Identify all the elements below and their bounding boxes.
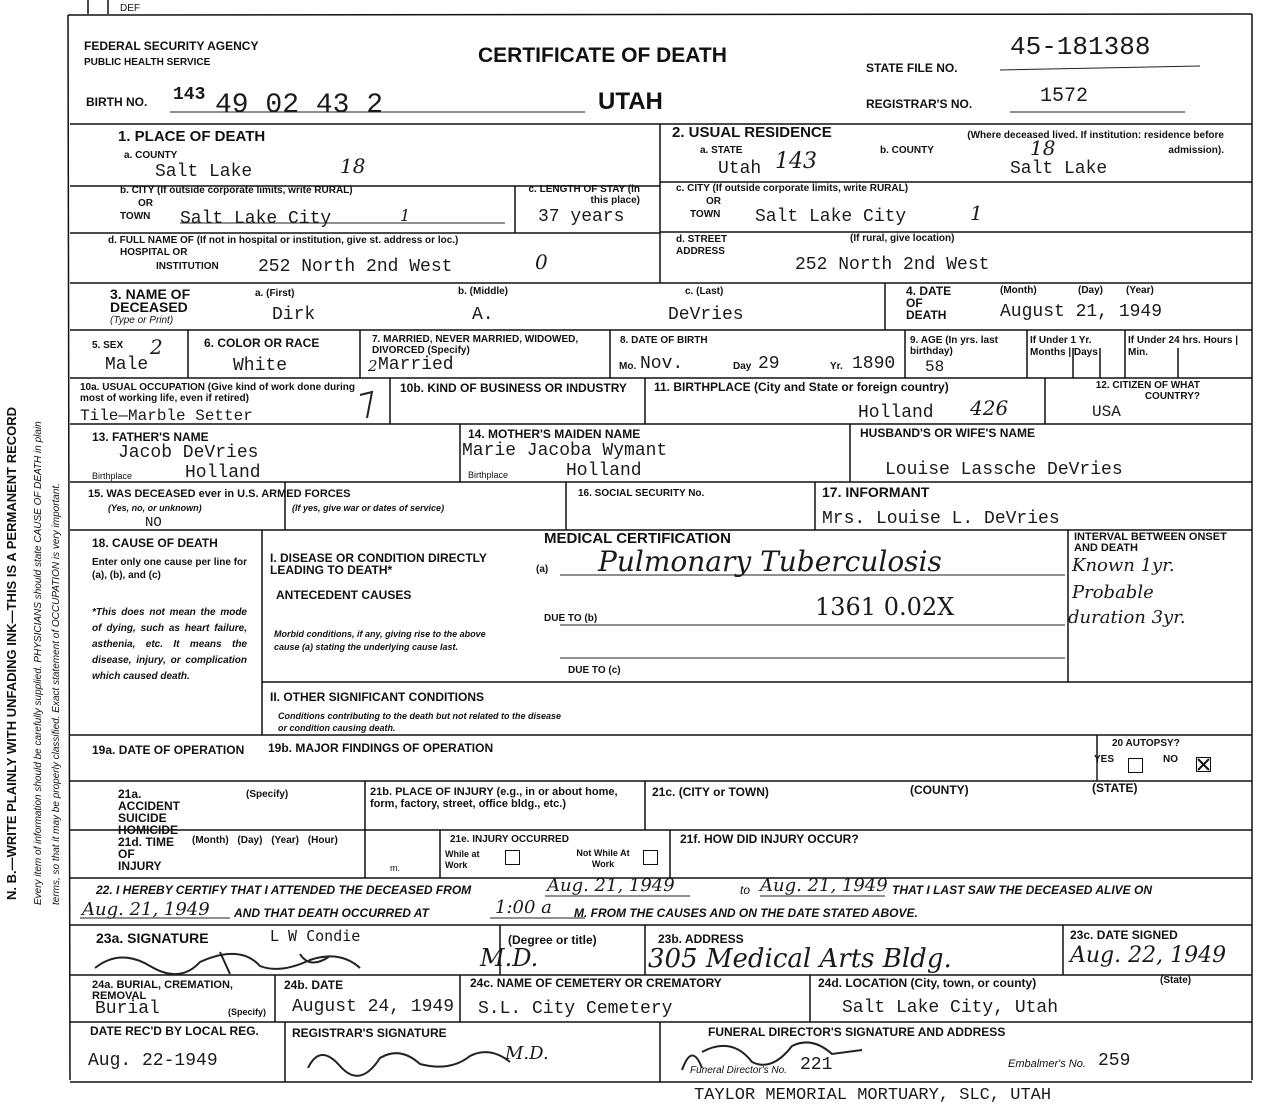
res-county: Salt Lake xyxy=(1010,159,1108,179)
disease-label: I. DISEASE OR CONDITION DIRECTLY LEADING TO DEATH* xyxy=(270,551,487,577)
embalmer-no-label: Embalmer's No. xyxy=(1008,1058,1086,1070)
state-file-number: 45-181388 xyxy=(1010,32,1151,62)
burial-label: 24a. BURIAL, CREMATION, REMOVAL xyxy=(92,979,233,1002)
father-name: Jacob DeVries xyxy=(118,443,259,463)
last-seen-date: Aug. 21, 1949 xyxy=(82,899,210,920)
date-signed: Aug. 22, 1949 xyxy=(1070,943,1227,968)
top-stub-label: DEF xyxy=(120,3,140,14)
hospital-label-3: INSTITUTION xyxy=(156,261,219,272)
burial-date-label: 24b. DATE xyxy=(284,978,344,992)
pod-county-code: 18 xyxy=(340,154,366,178)
sex-label: 5. SEX xyxy=(92,340,124,351)
birth-no-prefix: 143 xyxy=(173,85,206,105)
funeral-director-no: 221 xyxy=(800,1055,833,1075)
birthplace-value: Holland xyxy=(858,403,934,423)
res-county-label: b. COUNTY xyxy=(880,145,934,156)
certify-text-2: THAT I LAST SAW THE DECEASED ALIVE ON xyxy=(892,883,1153,897)
degree-label: (Degree or title) xyxy=(508,933,597,947)
how-injury-label: 21f. HOW DID INJURY OCCUR? xyxy=(680,832,859,846)
spouse-label: HUSBAND'S OR WIFE'S NAME xyxy=(860,426,1036,440)
first-name: Dirk xyxy=(272,305,316,325)
autopsy-no-label: NO xyxy=(1163,754,1178,765)
cause-b-value: 1361 0.02X xyxy=(815,593,955,621)
other-conditions-note: Conditions contributing to the death but not related to the disease or condition causing death. xyxy=(278,711,561,733)
pod-city: Salt Lake City xyxy=(180,209,332,229)
residence-label: 2. USUAL RESIDENCE xyxy=(672,124,832,141)
not-while-at-work-label: Not While At Work xyxy=(576,848,630,869)
injury-occurred-label: 21e. INJURY OCCURRED xyxy=(450,834,569,845)
registrar-degree: M.D. xyxy=(505,1043,549,1064)
birthplace-label: 11. BIRTHPLACE (City and State or foreign country) xyxy=(654,380,949,394)
armed-forces-value: NO xyxy=(145,515,162,531)
mother-birthplace-label: Birthplace xyxy=(468,470,509,480)
pod-city-label: b. CITY (If outside corporate limits, write RURAL) xyxy=(120,185,353,196)
margin-main-note: N. B.—WRITE PLAINLY WITH UNFADING INK—THIS IS A PERMANENT RECORD xyxy=(4,406,19,900)
dob-label: 8. DATE OF BIRTH xyxy=(620,335,708,346)
burial-value: Burial xyxy=(95,999,160,1019)
birthplace-code: 426 xyxy=(970,396,1009,420)
injury-state-label: (STATE) xyxy=(1092,781,1138,795)
age-label: 9. AGE (In yrs. last birthday) xyxy=(910,335,998,357)
accident-label: 21a. ACCIDENT SUICIDE HOMICIDE xyxy=(118,787,180,837)
name-label: 3. NAME OF DECEASED xyxy=(110,286,191,315)
date-of-death-label: 4. DATE OF DEATH xyxy=(906,284,952,322)
accident-specify-label: (Specify) xyxy=(246,789,289,800)
cause-of-death-label: 18. CAUSE OF DEATH xyxy=(92,536,218,550)
cemetery-value: S.L. City Cemetery xyxy=(478,999,673,1019)
physician-signature xyxy=(90,940,430,980)
dob-day: 29 xyxy=(758,354,780,374)
interval-line-3: duration 3yr. xyxy=(1068,607,1186,628)
informant-label: 17. INFORMANT xyxy=(822,484,930,500)
autopsy-no-checkbox[interactable] xyxy=(1196,757,1211,772)
spouse-name: Louise Lassche DeVries xyxy=(885,460,1123,480)
pod-town-label: TOWN xyxy=(120,211,151,222)
pod-county-label: a. COUNTY xyxy=(124,150,178,161)
first-name-label: a. (First) xyxy=(255,288,295,299)
middle-name-label: b. (Middle) xyxy=(458,286,508,297)
morbid-note: Morbid conditions, if any, giving rise to the above cause (a) stating the underlying cause last. xyxy=(274,629,486,652)
dob-year: 1890 xyxy=(852,354,896,374)
middle-name: A. xyxy=(472,305,494,325)
marital-code: 2 xyxy=(368,357,378,375)
res-state: Utah xyxy=(718,159,762,179)
address-label: 23b. ADDRESS xyxy=(658,932,744,946)
occupation-value: Tile—Marble Setter xyxy=(80,407,253,425)
degree-value: M.D. xyxy=(480,944,539,972)
interval-label: INTERVAL BETWEEN ONSET AND DEATH xyxy=(1074,531,1227,554)
sex-code: 2 xyxy=(150,335,163,359)
time-m-label: m. xyxy=(390,863,400,873)
res-city: Salt Lake City xyxy=(755,207,907,227)
last-name-label: c. (Last) xyxy=(685,286,724,297)
attended-to: Aug. 21, 1949 xyxy=(760,875,888,896)
res-city-code: 1 xyxy=(970,201,983,225)
mother-label: 14. MOTHER'S MAIDEN NAME xyxy=(468,427,641,441)
not-while-at-work-checkbox[interactable] xyxy=(643,850,658,865)
occupation-label: 10a. USUAL OCCUPATION (Give kind of work done during most of working life, even if retired) xyxy=(80,382,356,404)
agency-name: FEDERAL SECURITY AGENCY xyxy=(84,39,259,53)
under-24-hrs-label: If Under 24 hrs. Hours | Min. xyxy=(1128,335,1239,358)
interval-line-2: Probable xyxy=(1072,582,1154,603)
registrar-signature-label: REGISTRAR'S SIGNATURE xyxy=(292,1026,447,1040)
cemetery-label: 24c. NAME OF CEMETERY OR CREMATORY xyxy=(470,976,722,990)
armed-forces-label: 15. WAS DECEASED ever in U.S. ARMED FORCES xyxy=(88,488,351,500)
social-security-label: 16. SOCIAL SECURITY No. xyxy=(578,488,705,499)
stay-label: c. LENGTH OF STAY (in this place) xyxy=(528,184,640,206)
cause-a-value: Pulmonary Tuberculosis xyxy=(598,545,942,578)
birth-no-label: BIRTH NO. xyxy=(86,95,148,109)
other-conditions-label: II. OTHER SIGNIFICANT CONDITIONS xyxy=(270,690,485,704)
res-county-code: 18 xyxy=(1030,136,1056,160)
due-to-b-label: DUE TO (b) xyxy=(544,613,598,624)
physician-address: 305 Medical Arts Bldg. xyxy=(648,944,952,974)
service-name: PUBLIC HEALTH SERVICE xyxy=(84,57,211,68)
interval-line-1: Known 1yr. xyxy=(1072,555,1175,576)
autopsy-yes-label: YES xyxy=(1094,754,1115,765)
time-of-injury-label: 21d. TIME OF INJURY xyxy=(118,835,175,873)
operation-findings-label: 19b. MAJOR FINDINGS OF OPERATION xyxy=(268,741,494,755)
dob-month-label: Mo. xyxy=(619,361,637,372)
place-of-injury-label: 21b. PLACE OF INJURY (e.g., in or about home, form, factory, street, office bldg., etc.) xyxy=(370,786,618,810)
father-birthplace: Holland xyxy=(185,463,261,483)
res-street-label: d. STREET ADDRESS xyxy=(676,234,728,257)
date-received: Aug. 22-1949 xyxy=(88,1051,218,1071)
burial-specify-label: (Specify) xyxy=(228,1007,267,1017)
dod-month-label: (Month) xyxy=(1000,285,1037,296)
pod-city-code: 1 xyxy=(400,206,411,225)
last-name: DeVries xyxy=(668,305,744,325)
antecedent-label: ANTECEDENT CAUSES xyxy=(276,588,412,602)
registrar-no-label: REGISTRAR'S NO. xyxy=(866,97,973,111)
sex-value: Male xyxy=(105,355,149,375)
name-sub-label: (Type or Print) xyxy=(110,315,174,326)
injury-city-label: 21c. (CITY or TOWN) xyxy=(652,785,769,799)
autopsy-label: 20 AUTOPSY? xyxy=(1112,738,1180,749)
check-x-icon xyxy=(1197,758,1210,771)
citizen-value: USA xyxy=(1092,403,1121,421)
burial-location: Salt Lake City, Utah xyxy=(842,998,1059,1018)
death-time: 1:00 a xyxy=(495,897,552,918)
res-state-code: 143 xyxy=(775,149,817,174)
res-street: 252 North 2nd West xyxy=(795,255,990,275)
dob-day-label: Day xyxy=(733,361,752,372)
funeral-director-label: FUNERAL DIRECTOR'S SIGNATURE AND ADDRESS xyxy=(708,1025,1006,1039)
marital-value: Married xyxy=(378,355,454,375)
race-label: 6. COLOR OR RACE xyxy=(204,336,320,350)
res-state-label: a. STATE xyxy=(700,145,743,156)
time-cols-label: (Month) (Day) (Year) (Hour) xyxy=(192,835,338,846)
race-value: White xyxy=(233,356,288,376)
attended-from: Aug. 21, 1949 xyxy=(547,875,675,896)
while-at-work-checkbox[interactable] xyxy=(505,850,520,865)
injury-county-label: (COUNTY) xyxy=(910,783,969,797)
cause-footnote: *This does not mean the mode of dying, such as heart failure, asthenia, etc. It means the disease, injury, or complication which caused death. xyxy=(92,607,247,682)
armed-forces-sub-2: (If yes, give war or dates of service) xyxy=(292,503,445,513)
dod-year-label: (Year) xyxy=(1126,285,1154,296)
father-birthplace-label: Birthplace xyxy=(92,471,133,481)
mother-name: Marie Jacoba Wymant xyxy=(462,441,668,461)
cause-a-label: (a) xyxy=(536,564,549,575)
pod-address-code: 0 xyxy=(535,250,548,274)
while-at-work-label: While at Work xyxy=(445,849,480,870)
signature-printed: L W Condie xyxy=(270,927,361,945)
res-city-label: c. CITY (If outside corporate limits, write RURAL) xyxy=(676,183,909,194)
margin-instruction-1: Every item of information should be carefully supplied. PHYSICIANS should state CAUSE OF DEATH in plain xyxy=(33,421,44,905)
hospital-label-2: HOSPITAL OR xyxy=(120,247,188,258)
res-town-label: TOWN xyxy=(690,209,721,220)
mortuary-name: TAYLOR MEMORIAL MORTUARY, SLC, UTAH xyxy=(694,1086,1052,1105)
stay-value: 37 years xyxy=(538,207,625,227)
hospital-label: d. FULL NAME OF (If not in hospital or institution, give st. address or loc.) xyxy=(108,235,459,246)
attended-to-label: to xyxy=(740,883,751,897)
under-1-year-label: If Under 1 Yr. Months | Days xyxy=(1030,335,1098,358)
informant-value: Mrs. Louise L. DeVries xyxy=(822,509,1060,529)
mother-birthplace: Holland xyxy=(566,461,642,481)
cause-instruction: Enter only one cause per line for (a), (b), and (c) xyxy=(92,557,248,581)
date-of-death: August 21, 1949 xyxy=(1000,302,1163,322)
place-of-death-label: 1. PLACE OF DEATH xyxy=(118,128,266,145)
operation-date-label: 19a. DATE OF OPERATION xyxy=(92,743,245,757)
pod-address: 252 North 2nd West xyxy=(258,257,453,277)
father-label: 13. FATHER'S NAME xyxy=(92,430,209,444)
certify-text-4: M. FROM THE CAUSES AND ON THE DATE STATED ABOVE. xyxy=(574,906,918,920)
pod-or-label: OR xyxy=(138,198,153,209)
birth-state: UTAH xyxy=(598,88,663,115)
res-street-note: (If rural, give location) xyxy=(850,233,955,244)
due-to-c-label: DUE TO (c) xyxy=(568,665,621,676)
date-received-label: DATE REC'D BY LOCAL REG. xyxy=(90,1024,259,1038)
medical-cert-title: MEDICAL CERTIFICATION xyxy=(544,530,731,547)
citizen-label: 12. CITIZEN OF WHAT COUNTRY? xyxy=(1095,380,1200,402)
state-file-label: STATE FILE NO. xyxy=(866,61,958,75)
dob-month: Nov. xyxy=(640,354,684,374)
signature-label: 23a. SIGNATURE xyxy=(96,930,209,946)
dob-year-label: Yr. xyxy=(830,361,843,372)
certify-text-1: 22. I HEREBY CERTIFY THAT I ATTENDED THE DECEASED FROM xyxy=(96,883,472,897)
pod-county: Salt Lake xyxy=(155,162,253,182)
funeral-director-no-label: Funeral Director's No. xyxy=(690,1065,787,1076)
embalmer-no: 259 xyxy=(1098,1051,1131,1071)
certificate-title: CERTIFICATE OF DEATH xyxy=(478,44,727,67)
certify-text-3: AND THAT DEATH OCCURRED AT xyxy=(234,906,429,920)
burial-location-state-label: (State) xyxy=(1160,975,1192,986)
autopsy-yes-checkbox[interactable] xyxy=(1128,758,1143,773)
armed-forces-sub: (Yes, no, or unknown) xyxy=(108,503,202,513)
business-label: 10b. KIND OF BUSINESS OR INDUSTRY xyxy=(400,381,627,395)
residence-note: (Where deceased lived. If institution: residence before admission). xyxy=(967,130,1224,156)
res-or-label: OR xyxy=(706,196,721,207)
age-value: 58 xyxy=(925,358,945,376)
dod-day-label: (Day) xyxy=(1078,285,1104,296)
birth-number: 49 02 43 2 xyxy=(215,90,384,121)
marital-label: 7. MARRIED, NEVER MARRIED, WIDOWED, DIVORCED (Specify) xyxy=(372,334,579,356)
registrar-number: 1572 xyxy=(1040,85,1089,108)
burial-location-label: 24d. LOCATION (City, town, or county) xyxy=(818,976,1037,990)
margin-instruction-2: terms, so that it may be properly classified. Exact statement of OCCUPATION is very important. xyxy=(51,483,62,905)
burial-date: August 24, 1949 xyxy=(292,997,455,1017)
date-signed-label: 23c. DATE SIGNED xyxy=(1070,928,1178,942)
